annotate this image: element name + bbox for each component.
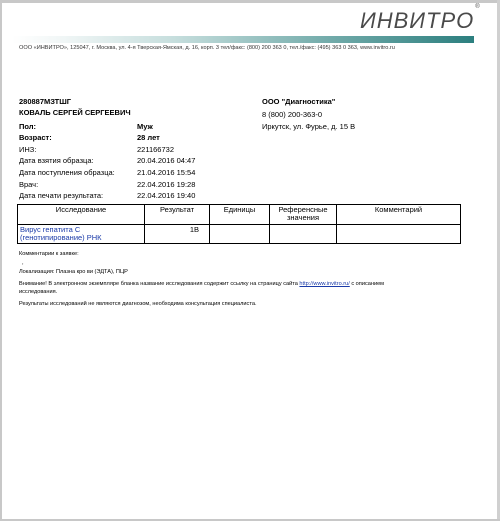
table-row <box>18 225 461 244</box>
sex-label: Пол: <box>19 122 37 131</box>
result-cell: 1В <box>145 225 210 244</box>
inz-label: ИНЗ: <box>19 145 37 154</box>
attention-prefix: Внимание! В электронном экземпляре бланка название исследования содержит ссылку на страницу сайта <box>19 281 300 287</box>
patient-id: 280887MЗТШГ <box>19 97 72 106</box>
age-value: 28 лет <box>137 133 160 142</box>
table-header-row <box>18 205 461 225</box>
sample-received-label: Дата поступления образца: <box>19 168 115 177</box>
sample-taken-label: Дата взятия образца: <box>19 156 94 165</box>
patient-name: КОВАЛЬ СЕРГЕЙ СЕРГЕЕВИЧ <box>19 108 131 117</box>
results-table <box>17 204 461 244</box>
study-name[interactable]: Вирус гепатита С (генотипирование) РНК <box>20 225 102 242</box>
print-date-label: Дата печати результата: <box>19 191 104 200</box>
logo-text: ИНВИТРО <box>360 8 475 33</box>
attention-note-line2: исследования. <box>19 289 58 295</box>
invitro-logo <box>360 3 481 34</box>
sample-taken-value: 20.04.2016 04:47 <box>137 156 196 165</box>
reference-cell <box>270 225 337 244</box>
registered-mark: ® <box>475 3 481 10</box>
frame-left-border <box>0 0 2 521</box>
doctor-value: 22.04.2016 19:28 <box>137 180 196 189</box>
frame-top-border <box>0 0 500 3</box>
inz-value: 221166732 <box>137 145 174 154</box>
header-result: Результат <box>145 205 210 225</box>
disclaimer-text: Результаты исследований не являются диагнозом, необходима консультация специалиста. <box>19 301 257 307</box>
company-contact-line: ООО «ИНВИТРО», 125047, г. Москва, ул. 4-я Тверская-Ямская, д. 16, корп. 3 тел/факс: (800) 200 363 0, тел./факс: (495) 363 0 363, www.invitro.ru <box>19 45 395 51</box>
comments-label: Комментарии к заявке: <box>19 251 79 257</box>
clinic-address: Иркутск, ул. Фурье, д. 15 В <box>262 122 356 131</box>
localization-text: Локализация: Плазна кро ви (ЭДТА), ПЦР <box>19 269 128 275</box>
sample-received-value: 21.04.2016 15:54 <box>137 168 196 177</box>
sex-value: Муж <box>137 122 153 131</box>
study-link[interactable] <box>18 225 145 244</box>
header-reference: Референсные значения <box>270 205 337 225</box>
print-date-value: 22.04.2016 19:40 <box>137 191 196 200</box>
attention-note <box>19 281 384 287</box>
comments-value: , <box>22 260 24 266</box>
header-units: Единицы <box>210 205 270 225</box>
clinic-phone: 8 (800) 200-363-0 <box>262 110 323 119</box>
header-study: Исследование <box>18 205 145 225</box>
invitro-site-link[interactable]: http://www.invitro.ru/ <box>299 281 350 287</box>
units-cell <box>210 225 270 244</box>
age-label: Возраст: <box>19 133 52 142</box>
header-comment: Комментарий <box>337 205 461 225</box>
comment-cell <box>337 225 461 244</box>
clinic-name: ООО "Диагностика" <box>262 97 336 106</box>
logo-gradient-bar <box>12 36 474 43</box>
attention-suffix: с описанием <box>349 281 385 287</box>
doctor-label: Врач: <box>19 180 39 189</box>
